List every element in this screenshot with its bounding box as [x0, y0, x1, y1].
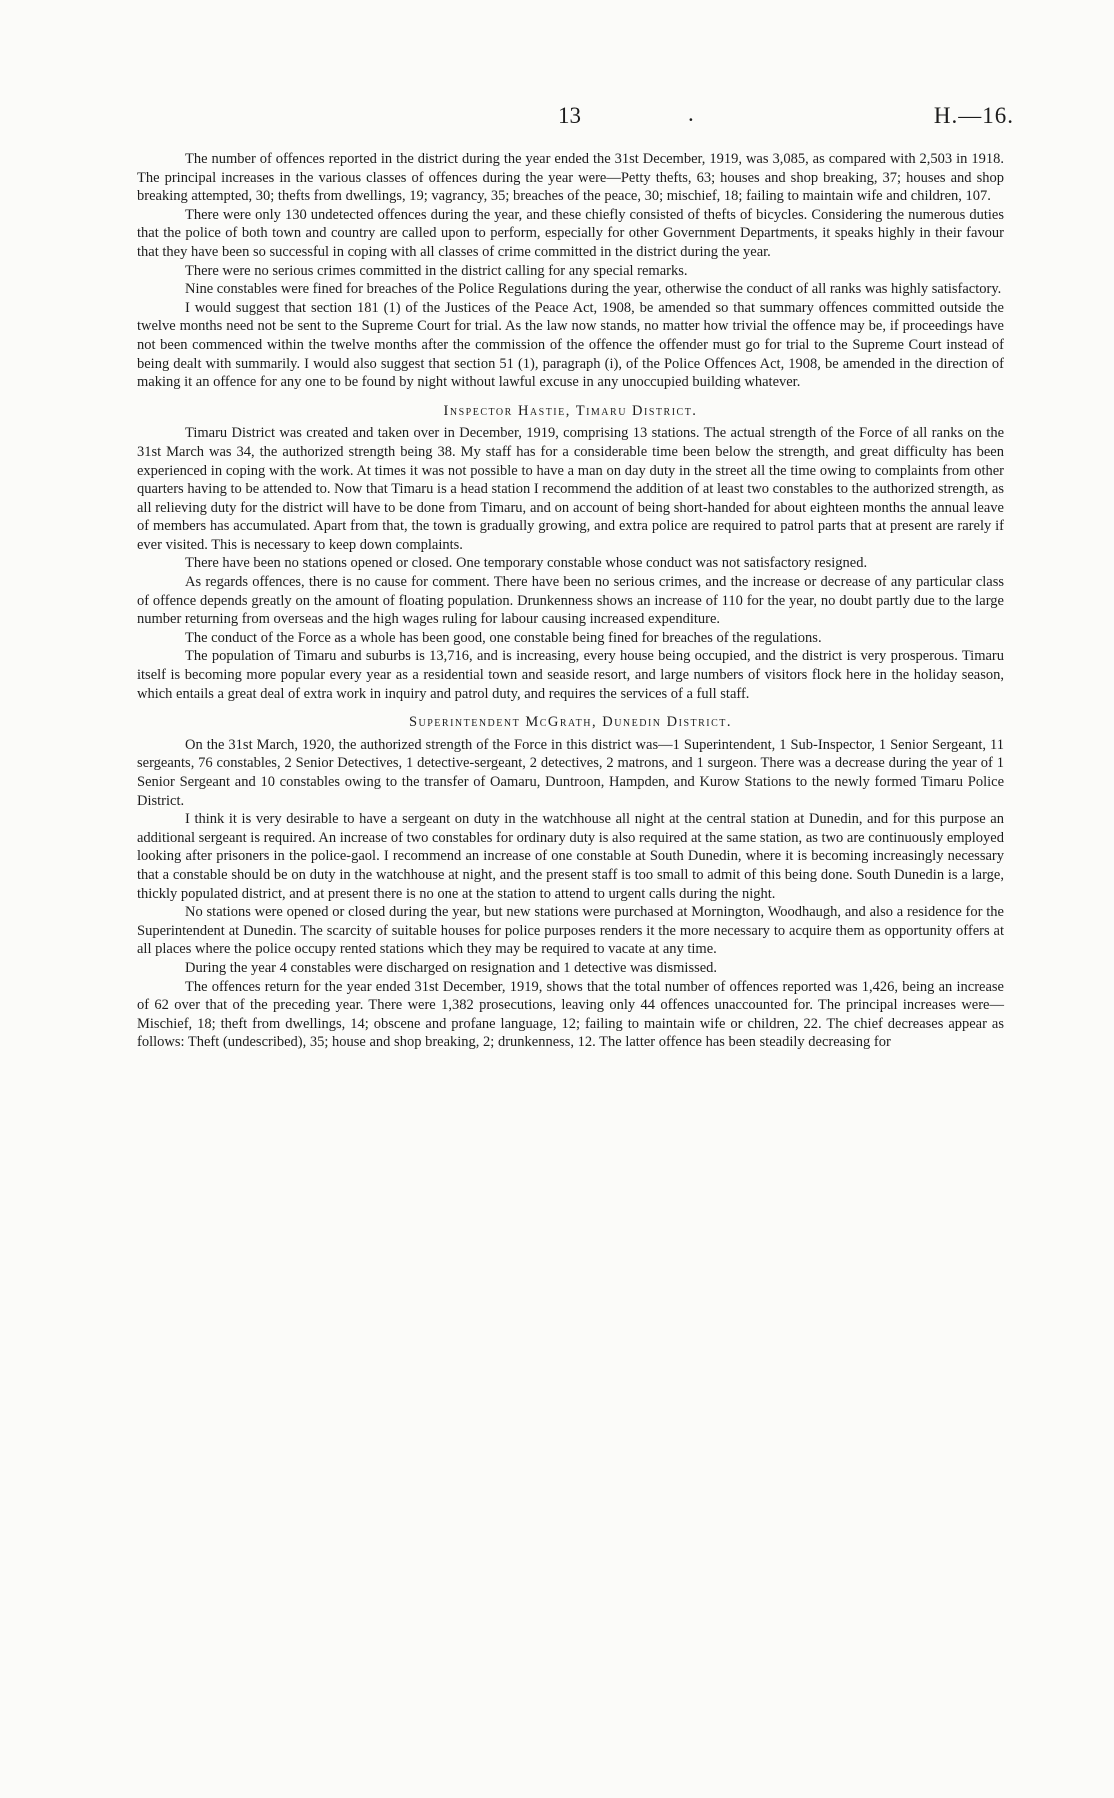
paragraph: No stations were opened or closed during the year, but new stations were purchased at Mornington, Woodhaugh, and also a residence for the Superintendent at Dunedin. The scarcity of suitable houses for police purposes renders it the more necessary to acquire them as opportunity offers at all places where the police occupy rented stations which they may be required to vacate at any time. [137, 904, 1004, 958]
paragraph: The population of Timaru and suburbs is 13,716, and is increasing, every house being occupied, and the district is very prosperous. Timaru itself is becoming more popular every year as a residential town and seaside resort, and large numbers of visitors flock here in the holiday season, which entails a great deal of extra work in inquiry and patrol duty, and requires the services of a full staff. [137, 648, 1004, 702]
page-number: 13 [558, 103, 581, 128]
paragraph: As regards offences, there is no cause for comment. There have been no serious crimes, and the increase or decrease of any particular class of offence depends greatly on the amount of floating population. Drunkenness shows an increase of 110 for the year, no doubt partly due to the large number returning from overseas and the high wages ruling for labour causing increased expenditure. [137, 574, 1004, 628]
header-separator: . [688, 101, 694, 126]
paragraph: I think it is very desirable to have a sergeant on duty in the watchhouse all night at the central station at Dunedin, and for this purpose an additional sergeant is required. An increase of two constables for ordinary duty is also required at the same station, as two are continuously employed looking after prisoners in the police-gaol. I recommend an increase of one constable at South Dunedin, where it is becoming increasingly necessary that a constable should be on duty in the watchhouse at night, and the present staff is too small to admit of this being done. South Dunedin is a large, thickly populated district, and at present there is no one at the station to attend to urgent calls during the night. [137, 811, 1004, 902]
report-body [137, 150, 1004, 1052]
document-reference: H.—16. [933, 103, 1014, 128]
paragraph: I would suggest that section 181 (1) of the Justices of the Peace Act, 1908, be amended so that summary offences committed outside the twelve months need not be sent to the Supreme Court for trial. As the law now stands, no matter how trivial the offence may be, if proceedings have not been commenced within the twelve months after the commission of the offence the offender must go for trial to the Supreme Court instead of being dealt with summarily. I would also suggest that section 51 (1), paragraph (i), of the Police Offences Act, 1908, be amended in the direction of making it an offence for any one to be found by night without lawful excuse in any unoccupied building whatever. [137, 299, 1004, 391]
paragraph: There were no serious crimes committed in the district calling for any special remarks. [185, 262, 688, 279]
paragraph: The number of offences reported in the district during the year ended the 31st December, 1919, was 3,085, as compared with 2,503 in 1918. The principal increases in the various classes of offences during the year were—Petty thefts, 63; houses and shop breaking, 37; houses and shop breaking attempted, 30; thefts from dwellings, 19; vagrancy, 35; breaches of the peace, 30; mischief, 18; failing to maintain wife and children, 107. [137, 151, 1004, 205]
section-heading-dunedin: Superintendent McGrath, Dunedin District. [408, 714, 733, 731]
paragraph: During the year 4 constables were discharged on resignation and 1 detective was dismissed. [185, 959, 718, 976]
paragraph: There were only 130 undetected offences during the year, and these chiefly consisted of thefts of bicycles. Considering the numerous duties that the police of both town and country are called upon to perform, especially for other Government Departments, it speaks highly in their favour that they have been so successful in coping with all classes of crime committed in the district during the year. [137, 206, 1004, 260]
paragraph: On the 31st March, 1920, the authorized strength of the Force in this district was—1 Superintendent, 1 Sub-Inspector, 1 Senior Sergeant, 11 sergeants, 76 constables, 2 Senior Detectives, 1 detective-sergeant, 2 detectives, 2 matrons, and 1 surgeon. There was a decrease during the year of 1 Senior Sergeant and 10 constables owing to the transfer of Oamaru, Duntroon, Hampden, and Kurow Stations to the newly formed Timaru Police District. [137, 736, 1004, 809]
paragraph: The offences return for the year ended 31st December, 1919, shows that the total number of offences reported was 1,426, being an increase of 62 over that of the preceding year. There were 1,382 prosecutions, leaving only 44 offences unaccounted for. The principal increases were—Mischief, 18; theft from dwellings, 14; obscene and profane language, 12; failing to maintain wife or children, 22. The chief decreases appear as follows: Theft (undescribed), 35; house and shop breaking, 2; drunkenness, 12. The latter offence has been steadily decreasing for [137, 978, 1004, 1051]
paragraph: The conduct of the Force as a whole has been good, one constable being fined for breaches of the regulations. [185, 629, 822, 646]
page-header [140, 103, 1014, 137]
paragraph: Timaru District was created and taken over in December, 1919, comprising 13 stations. The actual strength of the Force of all ranks on the 31st March was 34, the authorized strength being 38. My staff has for a considerable time been below the strength, and great difficulty has been experienced in coping with the work. At times it was not possible to have a man on day duty in the street all the time owing to complaints from other quarters having to be attended to. Now that Timaru is a head station I recommend the addition of at least two constables to the authorized strength, as all relieving duty for the district will have to be done from Timaru, and on account of being short-handed for about eighteen months the annual leave of members has accumulated. Apart from that, the town is gradually growing, and extra police are required to patrol parts that at present are rarely if ever visited. This is necessary to keep down complaints. [137, 425, 1004, 553]
paragraph: Nine constables were fined for breaches of the Police Regulations during the year, otherwise the conduct of all ranks was highly satisfactory. [185, 281, 1002, 298]
section-heading-timaru: Inspector Hastie, Timaru District. [443, 402, 698, 419]
paragraph: There have been no stations opened or closed. One temporary constable whose conduct was not satisfactory resigned. [185, 555, 868, 572]
